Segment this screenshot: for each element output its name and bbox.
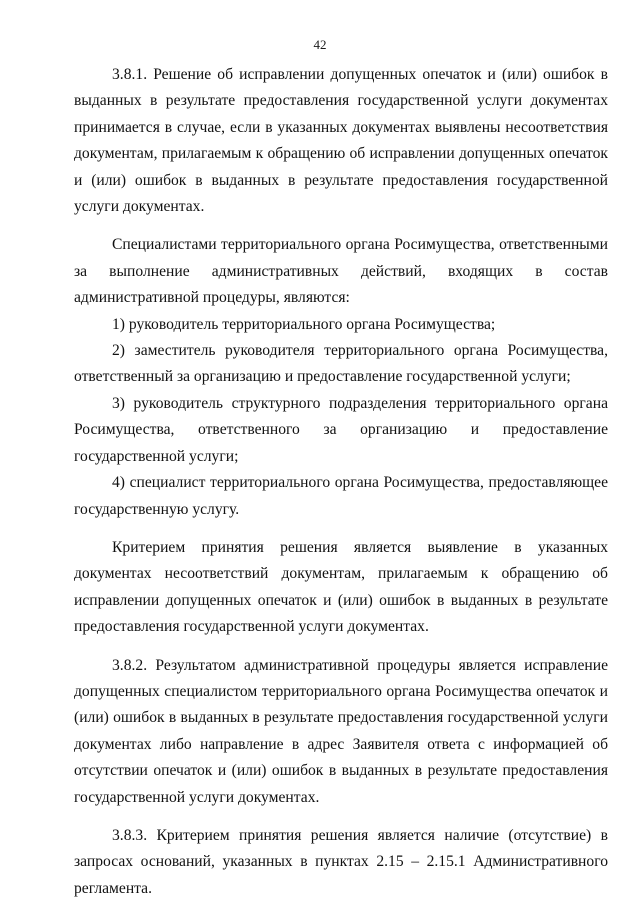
paragraph-specialists: Специалистами территориального органа Росимущества, ответственными за выполнение административных действий, входящих в состав административной процедуры, являются: [74,236,608,307]
document-body [74,62,608,902]
paragraph-criterion: Критерием принятия решения является выявление в указанных документах несоответствий документам, прилагаемым к обращению об исправлении допущенных опечаток и (или) ошибок в выданных в результате предоставления государственной услуги документах. [74,538,608,636]
page-number: 42 [313,37,327,52]
paragraph-3-8-2: 3.8.2. Результатом административной процедуры является исправление допущенных специалистом территориального органа Росимущества опечаток и (или) ошибок в выданных в результате предоставления государственной услуги документах либо направление в адрес Заявителя ответа с информацией об отсутствии опечаток и (или) ошибок в выданных в результате предоставления государственной услуги документах. [74,656,608,806]
list-item-3: 3) руководитель структурного подразделения территориального органа Росимущества, ответственного за организацию и предоставление государственной услуги; [74,394,608,465]
paragraph-3-8-1: 3.8.1. Решение об исправлении допущенных опечаток и (или) ошибок в выданных в результате предоставления государственной услуги документах принимается в случае, если в указанных документах выявлены несоответствия документам, прилагаемым к обращению об исправлении допущенных опечаток и (или) ошибок в выданных в результате предоставления государственной услуги документах. [74,66,608,216]
list-item-2: 2) заместитель руководителя территориального органа Росимущества, ответственный за организацию и предоставление государственной услуги; [74,342,608,386]
list-item-4: 4) специалист территориального органа Росимущества, предоставляющее государственную услугу. [74,474,608,518]
paragraph-3-8-3: 3.8.3. Критерием принятия решения является наличие (отсутствие) в запросах оснований, указанных в пунктах 2.15 – 2.15.1 Административного регламента. [74,826,608,897]
list-item-1: 1) руководитель территориального органа Росимущества; [112,315,496,333]
